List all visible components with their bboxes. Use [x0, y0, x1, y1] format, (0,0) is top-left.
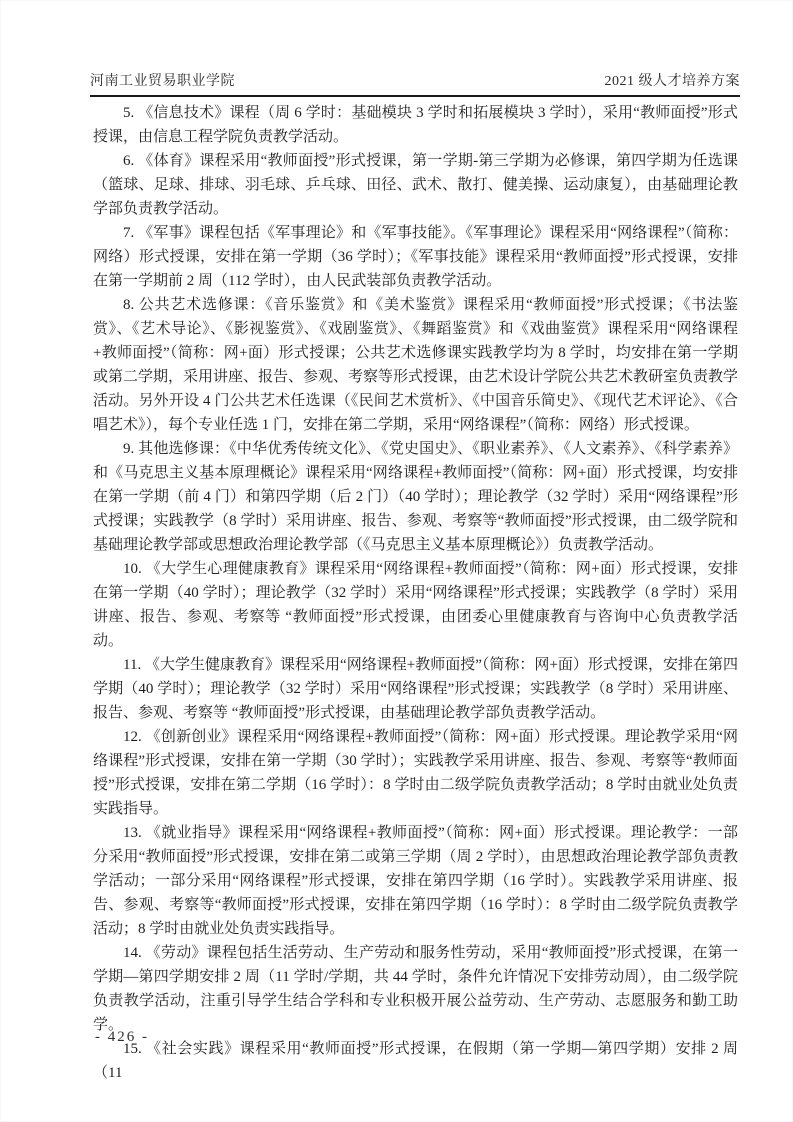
paragraph-item-13: 13. 《就业指导》课程采用“网络课程+教师面授”（简称：网+面）形式授课。理论教学：一部分采用“教师面授”形式授课，安排在第二或第三学期（周 2 学时），由思想政治理论教学部负责教学活动；一部分采用“网络课程”形式授课，安排在第四学期（16 学时）。实践教学采用讲座、报告、参观、考察等“教师面授”形式授课，安排在第四学期（16 学时）：8 学时由二级学院负责教学活动；8 学时由就业处负责实践指导。 — [93, 825, 738, 937]
page-header — [90, 70, 740, 97]
paragraph-item-15: 15. 《社会实践》课程采用“教师面授”形式授课，在假期（第一学期—第四学期）安排 2 周（11 — [93, 1041, 738, 1081]
paragraph-item-5: 5. 《信息技术》课程（周 6 学时：基础模块 3 学时和拓展模块 3 学时），采用“教师面授”形式授课，由信息工程学院负责教学活动。 — [93, 105, 738, 145]
page-number: - 426 - — [95, 1029, 149, 1045]
paragraph-item-11: 11. 《大学生健康教育》课程采用“网络课程+教师面授”（简称：网+面）形式授课，安排在第四学期（40 学时）；理论教学（32 学时）采用“网络课程”形式授课；实践教学（8 学时）采用讲座、报告、参观、考察等 “教师面授”形式授课，由基础理论教学部负责教学活动。 — [93, 657, 738, 721]
paragraph-item-6: 6. 《体育》课程采用“教师面授”形式授课，第一学期-第三学期为必修课，第四学期为任选课（篮球、足球、排球、羽毛球、乒乓球、田径、武术、散打、健美操、运动康复），由基础理论教学部负责教学活动。 — [93, 153, 738, 217]
header-plan-title: 2021 级人才培养方案 — [604, 74, 740, 89]
paragraph-item-7: 7. 《军事》课程包括《军事理论》和《军事技能》。《军事理论》课程采用“网络课程”（简称：网络）形式授课，安排在第一学期（36 学时）；《军事技能》课程采用“教师面授”形式授课，安排在第一学期前 2 周（112 学时），由人民武装部负责教学活动。 — [93, 225, 738, 289]
paragraph-item-14: 14. 《劳动》课程包括生活劳动、生产劳动和服务性劳动，采用“教师面授”形式授课，在第一学期—第四学期安排 2 周（11 学时/学期，共 44 学时，条件允许情况下安排劳动周），由二级学院负责教学活动，注重引导学生结合学科和专业积极开展公益劳动、生产劳动、志愿服务和勤工助学。 — [93, 945, 738, 1033]
paragraph-item-10: 10. 《大学生心理健康教育》课程采用“网络课程+教师面授”（简称：网+面）形式授课，安排在第一学期（40 学时）；理论教学（32 学时）采用“网络课程”形式授课；实践教学（8 学时）采用讲座、报告、参观、考察等 “教师面授”形式授课，由团委心里健康教育与咨询中心负责教学活动。 — [93, 561, 738, 649]
header-school-name: 河南工业贸易职业学院 — [90, 74, 235, 89]
document-body — [93, 101, 738, 1085]
paragraph-item-12: 12. 《创新创业》课程采用“网络课程+教师面授”（简称：网+面）形式授课。理论教学采用“网络课程”形式授课，安排在第一学期（30 学时）；实践教学采用讲座、报告、参观、考察等“教师面授”形式授课，安排在第二学期（16 学时）：8 学时由二级学院负责教学活动；8 学时由就业处负责实践指导。 — [93, 729, 738, 817]
paragraph-item-9: 9. 其他选修课：《中华优秀传统文化》、《党史国史》、《职业素养》、《人文素养》、《科学素养》和《马克思主义基本原理概论》课程采用“网络课程+教师面授”（简称：网+面）形式授课，均安排在第一学期（前 4 门）和第四学期（后 2 门）（40 学时）；理论教学（32 学时）采用“网络课程”形式授课；实践教学（8 学时）采用讲座、报告、参观、考察等“教师面授”形式授课，由二级学院和基础理论教学部或思想政治理论教学部（《马克思主义基本原理概论》）负责教学活动。 — [93, 441, 738, 553]
paragraph-item-8: 8. 公共艺术选修课：《音乐鉴赏》和《美术鉴赏》课程采用“教师面授”形式授课；《书法鉴赏》、《艺术导论》、《影视鉴赏》、《戏剧鉴赏》、《舞蹈鉴赏》和《戏曲鉴赏》课程采用“网络课程+教师面授”（简称：网+面）形式授课；公共艺术选修课实践教学均为 8 学时，均安排在第一学期或第二学期，采用讲座、报告、参观、考察等形式授课，由艺术设计学院公共艺术教研室负责教学活动。另外开设 4 门公共艺术任选课（《民间艺术赏析》、《中国音乐简史》、《现代艺术评论》、《合唱艺术》），每个专业任选 1 门，安排在第二学期，采用“网络课程”（简称：网络）形式授课。 — [93, 297, 739, 433]
